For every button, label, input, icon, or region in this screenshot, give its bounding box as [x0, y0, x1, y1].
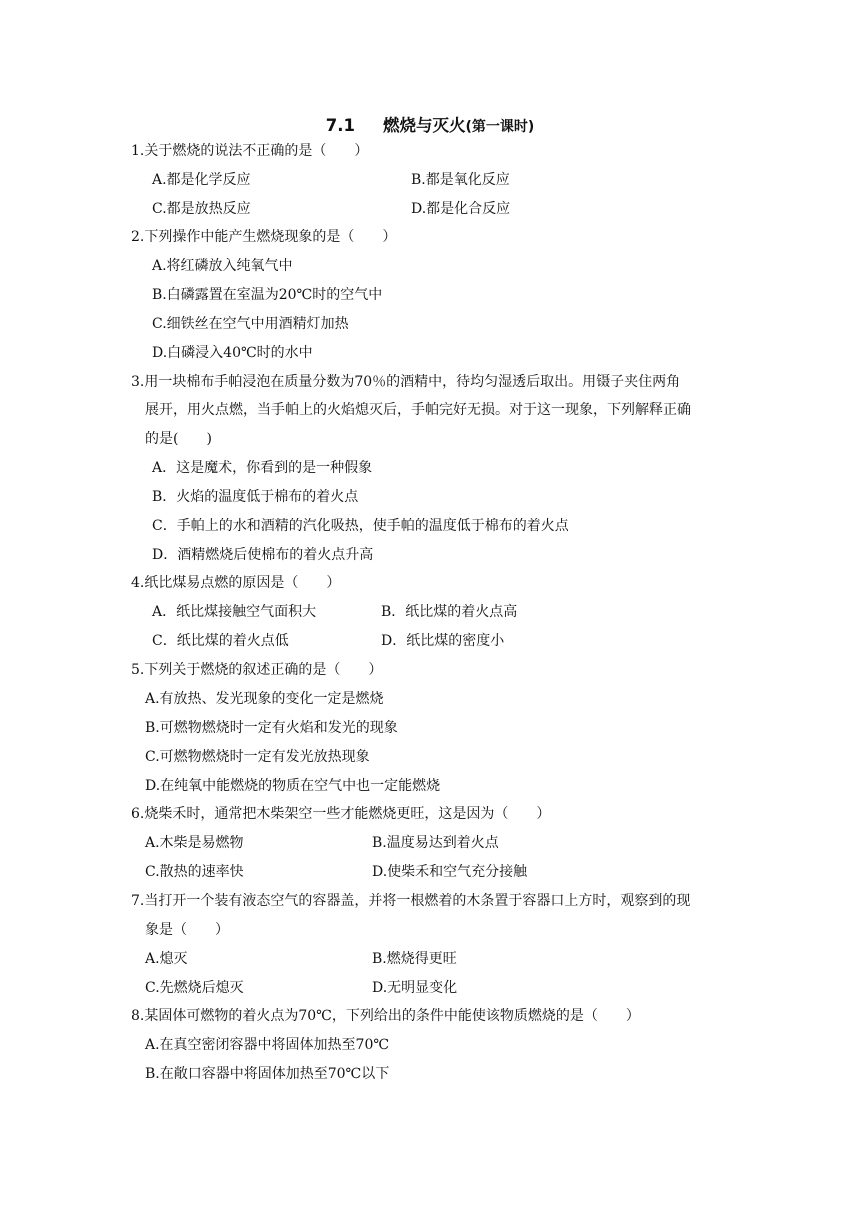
question-7-option-c: C.先燃烧后熄灭 [145, 980, 244, 996]
question-4-option-c: C．纸比煤的着火点低 [152, 633, 289, 649]
title-text: 燃烧与灭火 [382, 116, 466, 135]
question-6-stem: 6.烧柴禾时，通常把木柴架空一些才能燃烧更旺，这是因为（ ） [131, 806, 551, 822]
question-3-option-a: A．这是魔术，你看到的是一种假象 [152, 460, 373, 476]
question-6-option-a: A.木柴是易燃物 [145, 835, 244, 851]
question-8-option-b: B.在敞口容器中将固体加热至70℃以下 [145, 1066, 390, 1082]
question-1-option-a: A.都是化学反应 [152, 172, 251, 188]
question-7-option-d: D.无明显变化 [372, 980, 458, 996]
question-1-option-b: B.都是氧化反应 [411, 172, 510, 188]
question-3-option-d: D．酒精燃烧后使棉布的着火点升高 [152, 547, 374, 563]
question-5-stem: 5.下列关于燃烧的叙述正确的是（ ） [131, 662, 383, 678]
question-3-stem-line-2: 展开，用火点燃，当手帕上的火焰熄灭后，手帕完好无损。对于这一现象，下列解释正确 [145, 402, 691, 418]
question-4-option-d: D．纸比煤的密度小 [381, 633, 505, 649]
question-5-option-c: C.可燃物燃烧时一定有发光放热现象 [145, 749, 370, 765]
question-7-option-a: A.熄灭 [145, 951, 188, 967]
question-6-option-c: C.散热的速率快 [145, 864, 244, 880]
question-1-option-d: D.都是化合反应 [411, 201, 511, 217]
question-7-option-b: B.燃烧得更旺 [372, 951, 457, 967]
question-4-option-a: A．纸比煤接触空气面积大 [152, 604, 317, 620]
question-2-stem: 2.下列操作中能产生燃烧现象的是（ ） [131, 229, 397, 245]
question-3-stem-line-3: 的是( ) [145, 431, 212, 447]
question-6-option-d: D.使柴禾和空气充分接触 [372, 864, 528, 880]
question-5-option-d: D.在纯氧中能燃烧的物质在空气中也一定能燃烧 [145, 778, 441, 794]
question-4-stem: 4.纸比煤易点燃的原因是（ ） [131, 575, 341, 591]
question-5-option-a: A.有放热、发光现象的变化一定是燃烧 [145, 691, 384, 707]
question-2-option-c: C.细铁丝在空气中用酒精灯加热 [152, 316, 349, 332]
question-2-option-a: A.将红磷放入纯氧气中 [152, 258, 293, 274]
question-7-stem-line-2: 象是（ ） [145, 922, 229, 938]
title-subtitle: (第一课时) [465, 119, 535, 135]
question-2-option-b: B.白磷露置在室温为20℃时的空气中 [152, 287, 383, 303]
page-title [0, 112, 860, 136]
question-4-option-b: B．纸比煤的着火点高 [381, 604, 518, 620]
question-3-stem-line-1: 3.用一块棉布手帕浸泡在质量分数为70％的酒精中，待均匀湿透后取出。用镊子夹住两角 [131, 374, 681, 390]
question-3-option-c: C．手帕上的水和酒精的汽化吸热，使手帕的温度低于棉布的着火点 [152, 518, 569, 534]
question-5-option-b: B.可燃物燃烧时一定有火焰和发光的现象 [145, 720, 398, 736]
question-1-stem: 1.关于燃烧的说法不正确的是（ ） [131, 143, 369, 159]
question-3-option-b: B．火焰的温度低于棉布的着火点 [152, 489, 359, 505]
question-1-option-c: C.都是放热反应 [152, 201, 251, 217]
question-8-stem: 8.某固体可燃物的着火点为70℃，下列给出的条件中能使该物质燃烧的是（ ） [131, 1008, 640, 1024]
question-2-option-d: D.白磷浸入40℃时的水中 [152, 345, 313, 361]
question-7-stem-line-1: 7.当打开一个装有液态空气的容器盖，并将一根燃着的木条置于容器口上方时，观察到的现 [131, 893, 691, 909]
question-6-option-b: B.温度易达到着火点 [372, 835, 499, 851]
question-8-option-a: A.在真空密闭容器中将固体加热至70℃ [145, 1037, 390, 1053]
section-number: 7.1 [325, 116, 355, 135]
